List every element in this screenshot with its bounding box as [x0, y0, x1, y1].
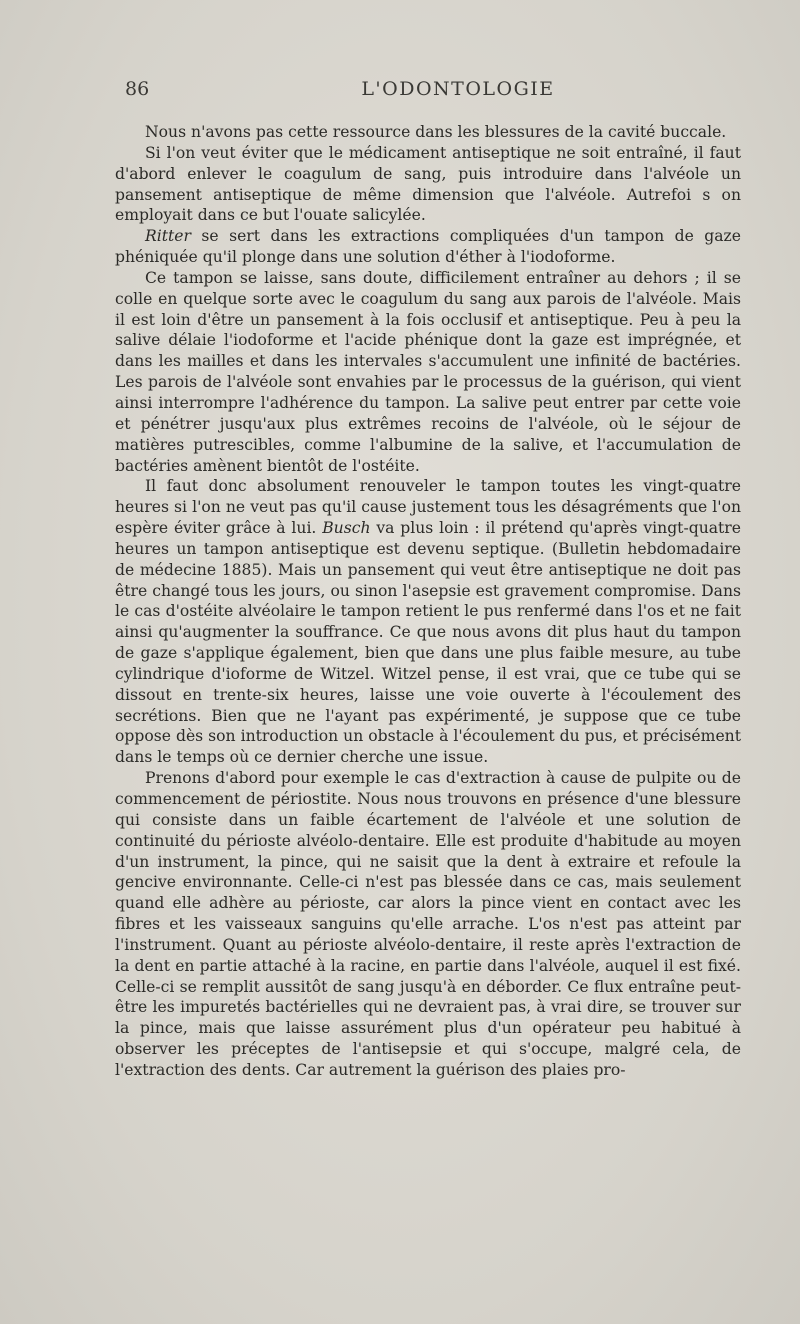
paragraph-1-text: Nous n'avons pas cette ressource dans les blessures de la cavité buccale. — [145, 123, 727, 141]
page-number: 86 — [125, 78, 150, 100]
paragraph-2-text: Si l'on veut éviter que le médicament antiseptique ne soit entraîné, il faut d'abord enlever le coagulum de sang, puis introduire dans l'alvéole un pansement antiseptique de même dimension que l'alvéole. Autrefoi s on employait dans ce but l'ouate salicylée. — [115, 143, 741, 225]
paragraph-6 — [115, 768, 741, 1081]
running-head — [115, 78, 741, 108]
paragraph-3 — [115, 226, 741, 268]
paragraph-6-text: Prenons d'abord pour exemple le cas d'extraction à cause de pulpite ou de commencement de périostite. Nous nous trouvons en présence d'une blessure qui consiste dans un faible écartement de l'alvéole et une solution de continuité du périoste alvéolo-dentaire. Elle est produite d'habitude au moyen d'un instrument, la pince, qui ne saisit que la dent à extraire et refoule la gencive environnante. Celle-ci n'est pas blessée dans ce cas, mais seulement quand elle adhère au périoste, car alors la pince vient en contact avec les fibres et les vaisseaux sanguins qu'elle arrache. L'os n'est pas atteint par l'instrument. Quant au périoste alvéolo-dentaire, il reste après l'extraction de la dent en partie attaché à la racine, en partie dans l'alvéole, auquel il est fixé. Celle-ci se remplit aussitôt de sang jusqu'à en déborder. Ce flux entraîne peut-être les impuretés bactérielles qui ne devraient pas, à vrai dire, se trouver sur la pince, mais que laisse assurément plus d'un opérateur peu habitué à observer les préceptes de l'antisepsie et qui s'occupe, malgré cela, de l'extraction des dents. Car autrement la guérison des plaies pro- — [115, 769, 741, 1079]
author-name-busch: Busch — [322, 519, 371, 538]
author-name-ritter: Ritter — [145, 227, 191, 246]
journal-title: L'ODONTOLOGIE — [361, 78, 555, 100]
paragraph-3-text: se sert dans les extractions compliquées d'un tampon de gaze phéniquée qu'il plonge dans une solution d'éther à l'iodoforme. — [115, 227, 741, 267]
paragraph-4-text: Ce tampon se laisse, sans doute, difficilement entraîner au dehors ; il se colle en quelque sorte avec le coagulum du sang aux parois de l'alvéole. Mais il est loin d'être un pansement à la fois occlusif et antiseptique. Peu à peu la salive délaie l'iodoforme et l'acide phénique dont la gaze est imprégnée, et dans les mailles et dans les intervales s'accumulent une infinité de bactéries. Les parois de l'alvéole sont envahies par le processus de la guérison, qui vient ainsi interrompre l'adhérence du tampon. La salive peut entrer par cette voie et pénétrer jusqu'aux plus extrêmes recoins de l'alvéole, où le séjour de matières putrescibles, comme l'albumine de la salive, et l'accumulation de bactéries amènent bientôt de l'ostéite. — [115, 268, 741, 475]
paragraph-5-text: va plus loin : il prétend qu'après vingt-quatre heures un tampon antiseptique est devenu septique. (Bulletin hebdomadaire de médecine 1885). Mais un pansement qui veut être antiseptique ne doit pas être changé tous les jours, ou sinon l'asepsie est gravement compromise. Dans le cas d'ostéite alvéolaire le tampon retient le pus renfermé dans l'os et ne fait ainsi qu'augmenter la souffrance. Ce que nous avons dit plus haut du tampon de gaze s'applique également, bien que dans une plus faible mesure, au tube cylindrique d'ioforme de Witzel. Witzel pense, il est vrai, que ce tube qui se dissout en trente-six heures, laisse une voie ouverte à l'écoulement des secrétions. Bien que ne l'ayant pas expérimenté, je suppose que ce tube oppose dès son introduction un obstacle à l'écoulement du pus, et précisément dans le temps où ce dernier cherche une issue. — [115, 519, 741, 767]
paragraph-4 — [115, 268, 741, 476]
paragraph-5-text-before: Il faut donc absolument renouveler le tampon toutes les vingt-quatre heures si l'on ne veut pas qu'il cause justement tous les désagréments que l'on espère éviter grâce à lui. — [115, 477, 741, 538]
book-page — [115, 78, 741, 1081]
paragraph-5 — [115, 476, 741, 768]
paragraph-1 — [115, 122, 741, 143]
body-text — [115, 122, 741, 1081]
paragraph-2 — [115, 143, 741, 226]
